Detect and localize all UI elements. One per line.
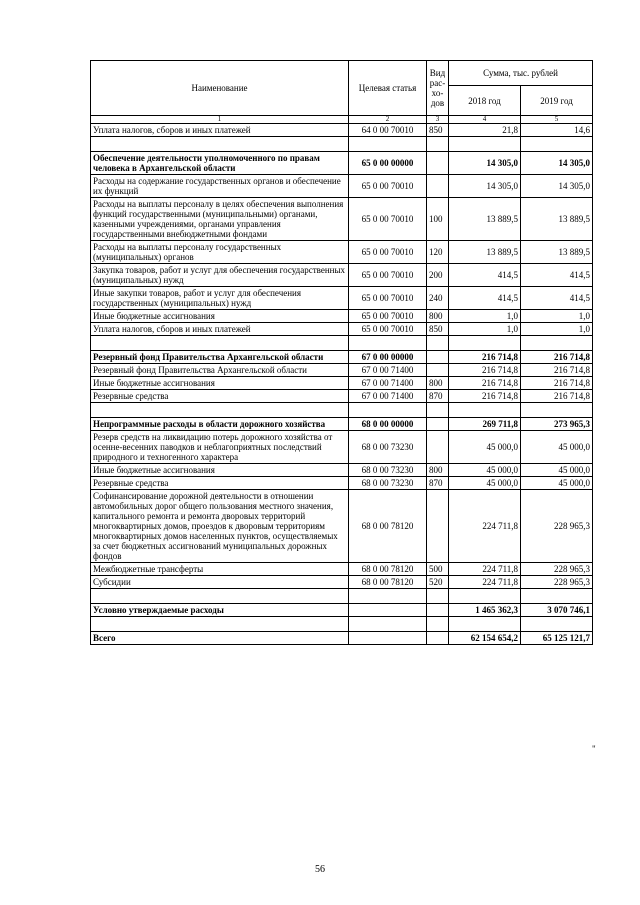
cell-name: Резервные средства (91, 477, 349, 490)
header-year-2018: 2018 год (449, 86, 521, 116)
table-row (91, 287, 593, 310)
empty-cell (91, 137, 349, 152)
empty-cell (427, 403, 449, 418)
cell-sum-2019: 216 714,8 (521, 364, 593, 377)
cell-target-code: 68 0 00 78120 (349, 490, 427, 563)
cell-name: Уплата налогов, сборов и иных платежей (91, 124, 349, 137)
cell-sum-2018: 45 000,0 (449, 431, 521, 464)
empty-cell (449, 617, 521, 632)
cell-name: Расходы на выплаты персоналу государственных (муниципальных) органов (91, 241, 349, 264)
cell-expense-type (427, 152, 449, 175)
empty-cell (521, 336, 593, 351)
cell-sum-2018: 62 154 654,2 (449, 632, 521, 645)
table-row (91, 364, 593, 377)
table-row (91, 323, 593, 336)
cell-name: Межбюджетные трансферты (91, 563, 349, 576)
cell-sum-2019: 228 965,3 (521, 576, 593, 589)
cell-target-code: 68 0 00 00000 (349, 418, 427, 431)
cell-expense-type: 870 (427, 477, 449, 490)
header-vid: Вид рас-хо-дов (427, 61, 449, 116)
cell-sum-2019: 45 000,0 (521, 431, 593, 464)
cell-sum-2018: 1,0 (449, 310, 521, 323)
cell-target-code: 68 0 00 78120 (349, 576, 427, 589)
cell-sum-2019: 14,6 (521, 124, 593, 137)
cell-target-code: 67 0 00 71400 (349, 390, 427, 403)
cell-expense-type (427, 431, 449, 464)
empty-cell (521, 403, 593, 418)
cell-sum-2018: 216 714,8 (449, 390, 521, 403)
cell-name: Резервные средства (91, 390, 349, 403)
spacer-row (91, 617, 593, 632)
cell-sum-2018: 21,8 (449, 124, 521, 137)
table-row (91, 477, 593, 490)
cell-name: Софинансирование дорожной деятельности в отношении автомобильных дорог общего пользования местного значения, капитального ремонта и ремонта дворовых территорий многоквартирных домов, проездов к дворовым территориям многоквартирных домов населенных пунктов, осуществляемых за счет бюджетных ассигнований муниципальных дорожных фондов (91, 490, 349, 563)
spacer-row (91, 403, 593, 418)
cell-sum-2019: 13 889,5 (521, 241, 593, 264)
cell-expense-type: 520 (427, 576, 449, 589)
cell-sum-2018: 45 000,0 (449, 464, 521, 477)
table-row (91, 198, 593, 241)
cell-name: Субсидии (91, 576, 349, 589)
cell-name: Расходы на выплаты персоналу в целях обеспечения выполнения функций государственными (муниципальными) органами, казенными учреждениями, органами управления государственными внебюджетными фондами (91, 198, 349, 241)
cell-target-code: 65 0 00 70010 (349, 264, 427, 287)
empty-cell (427, 137, 449, 152)
empty-cell (449, 403, 521, 418)
spacer-row (91, 137, 593, 152)
cell-target-code: 65 0 00 70010 (349, 323, 427, 336)
table-row (91, 431, 593, 464)
cell-target-code: 68 0 00 73230 (349, 464, 427, 477)
cell-sum-2018: 269 711,8 (449, 418, 521, 431)
table-row (91, 563, 593, 576)
table-row (91, 490, 593, 563)
cell-sum-2019: 45 000,0 (521, 464, 593, 477)
section-row (91, 152, 593, 175)
cell-name: Расходы на содержание государственных органов и обеспечение их функций (91, 175, 349, 198)
cell-sum-2019: 216 714,8 (521, 351, 593, 364)
cell-sum-2019: 14 305,0 (521, 175, 593, 198)
section-row (91, 632, 593, 645)
cell-expense-type (427, 604, 449, 617)
cell-sum-2019: 3 070 746,1 (521, 604, 593, 617)
cell-name: Иные бюджетные ассигнования (91, 377, 349, 390)
cell-expense-type (427, 175, 449, 198)
empty-cell (521, 589, 593, 604)
table-row (91, 264, 593, 287)
cell-sum-2018: 216 714,8 (449, 377, 521, 390)
cell-name: Иные бюджетные ассигнования (91, 310, 349, 323)
cell-target-code: 65 0 00 00000 (349, 152, 427, 175)
cell-expense-type (427, 632, 449, 645)
column-number: 1 (91, 116, 349, 124)
cell-sum-2019: 45 000,0 (521, 477, 593, 490)
empty-cell (349, 403, 427, 418)
cell-target-code: 65 0 00 70010 (349, 175, 427, 198)
cell-sum-2018: 414,5 (449, 264, 521, 287)
cell-name: Закупка товаров, работ и услуг для обеспечения государственных (муниципальных) нужд (91, 264, 349, 287)
column-number: 5 (521, 116, 593, 124)
empty-cell (91, 403, 349, 418)
cell-sum-2018: 13 889,5 (449, 241, 521, 264)
table-row (91, 175, 593, 198)
cell-target-code: 68 0 00 73230 (349, 477, 427, 490)
cell-name: Иные бюджетные ассигнования (91, 464, 349, 477)
budget-table (90, 60, 593, 645)
cell-sum-2019: 14 305,0 (521, 152, 593, 175)
cell-expense-type: 850 (427, 124, 449, 137)
empty-cell (449, 336, 521, 351)
empty-cell (521, 617, 593, 632)
header-sum: Сумма, тыс. рублей (449, 61, 593, 86)
cell-expense-type: 850 (427, 323, 449, 336)
section-row (91, 418, 593, 431)
empty-cell (91, 336, 349, 351)
cell-name: Непрограммные расходы в области дорожного хозяйства (91, 418, 349, 431)
empty-cell (349, 617, 427, 632)
header-name: Наименование (91, 61, 349, 116)
cell-sum-2018: 224 711,8 (449, 563, 521, 576)
cell-sum-2018: 414,5 (449, 287, 521, 310)
cell-expense-type: 100 (427, 198, 449, 241)
cell-sum-2019: 1,0 (521, 323, 593, 336)
closing-quote-mark: " (592, 744, 596, 754)
cell-sum-2019: 228 965,3 (521, 490, 593, 563)
cell-sum-2018: 1,0 (449, 323, 521, 336)
cell-sum-2018: 13 889,5 (449, 198, 521, 241)
table-row (91, 241, 593, 264)
cell-expense-type: 800 (427, 464, 449, 477)
cell-target-code (349, 632, 427, 645)
cell-name: Резервный фонд Правительства Архангельской области (91, 364, 349, 377)
cell-expense-type: 240 (427, 287, 449, 310)
column-number: 3 (427, 116, 449, 124)
cell-target-code: 65 0 00 70010 (349, 198, 427, 241)
cell-target-code: 68 0 00 73230 (349, 431, 427, 464)
empty-cell (91, 589, 349, 604)
cell-expense-type: 870 (427, 390, 449, 403)
section-row (91, 604, 593, 617)
empty-cell (91, 617, 349, 632)
cell-target-code: 68 0 00 78120 (349, 563, 427, 576)
cell-sum-2019: 414,5 (521, 287, 593, 310)
cell-target-code: 65 0 00 70010 (349, 310, 427, 323)
cell-sum-2018: 14 305,0 (449, 152, 521, 175)
table-body (91, 124, 593, 645)
table-row (91, 124, 593, 137)
cell-name: Иные закупки товаров, работ и услуг для обеспечения государственных (муниципальных) нужд (91, 287, 349, 310)
cell-target-code: 65 0 00 70010 (349, 287, 427, 310)
cell-expense-type (427, 351, 449, 364)
empty-cell (427, 336, 449, 351)
column-number: 2 (349, 116, 427, 124)
table-row (91, 390, 593, 403)
cell-sum-2018: 224 711,8 (449, 490, 521, 563)
cell-sum-2018: 14 305,0 (449, 175, 521, 198)
cell-expense-type (427, 490, 449, 563)
empty-cell (427, 617, 449, 632)
page-number: 56 (315, 864, 325, 875)
empty-cell (449, 137, 521, 152)
cell-name: Резерв средств на ликвидацию потерь дорожного хозяйства от осенне-весенних паводков и неблагоприятных последствий природного и техногенного характера (91, 431, 349, 464)
cell-sum-2018: 216 714,8 (449, 351, 521, 364)
cell-sum-2019: 13 889,5 (521, 198, 593, 241)
empty-cell (349, 589, 427, 604)
cell-name: Всего (91, 632, 349, 645)
cell-sum-2018: 216 714,8 (449, 364, 521, 377)
cell-target-code: 67 0 00 71400 (349, 377, 427, 390)
column-number-row (91, 116, 593, 124)
cell-sum-2019: 1,0 (521, 310, 593, 323)
table-header (91, 61, 593, 124)
cell-target-code: 64 0 00 70010 (349, 124, 427, 137)
table-row (91, 310, 593, 323)
cell-target-code: 67 0 00 71400 (349, 364, 427, 377)
table-row (91, 464, 593, 477)
cell-name: Условно утверждаемые расходы (91, 604, 349, 617)
cell-sum-2019: 273 965,3 (521, 418, 593, 431)
table-row (91, 576, 593, 589)
header-code: Целевая статья (349, 61, 427, 116)
spacer-row (91, 336, 593, 351)
cell-target-code (349, 604, 427, 617)
cell-expense-type: 800 (427, 377, 449, 390)
empty-cell (349, 137, 427, 152)
cell-target-code: 65 0 00 70010 (349, 241, 427, 264)
cell-name: Резервный фонд Правительства Архангельской области (91, 351, 349, 364)
header-year-2019: 2019 год (521, 86, 593, 116)
cell-expense-type: 800 (427, 310, 449, 323)
table-row (91, 377, 593, 390)
cell-sum-2019: 228 965,3 (521, 563, 593, 576)
cell-sum-2019: 216 714,8 (521, 377, 593, 390)
empty-cell (449, 589, 521, 604)
cell-expense-type: 120 (427, 241, 449, 264)
cell-expense-type (427, 364, 449, 377)
cell-name: Обеспечение деятельности уполномоченного по правам человека в Архангельской области (91, 152, 349, 175)
empty-cell (521, 137, 593, 152)
cell-expense-type: 200 (427, 264, 449, 287)
cell-sum-2019: 216 714,8 (521, 390, 593, 403)
empty-cell (427, 589, 449, 604)
cell-sum-2019: 414,5 (521, 264, 593, 287)
cell-name: Уплата налогов, сборов и иных платежей (91, 323, 349, 336)
spacer-row (91, 589, 593, 604)
cell-expense-type: 500 (427, 563, 449, 576)
cell-sum-2019: 65 125 121,7 (521, 632, 593, 645)
empty-cell (349, 336, 427, 351)
cell-target-code: 67 0 00 00000 (349, 351, 427, 364)
cell-sum-2018: 45 000,0 (449, 477, 521, 490)
column-number: 4 (449, 116, 521, 124)
cell-expense-type (427, 418, 449, 431)
cell-sum-2018: 1 465 362,3 (449, 604, 521, 617)
cell-sum-2018: 224 711,8 (449, 576, 521, 589)
section-row (91, 351, 593, 364)
